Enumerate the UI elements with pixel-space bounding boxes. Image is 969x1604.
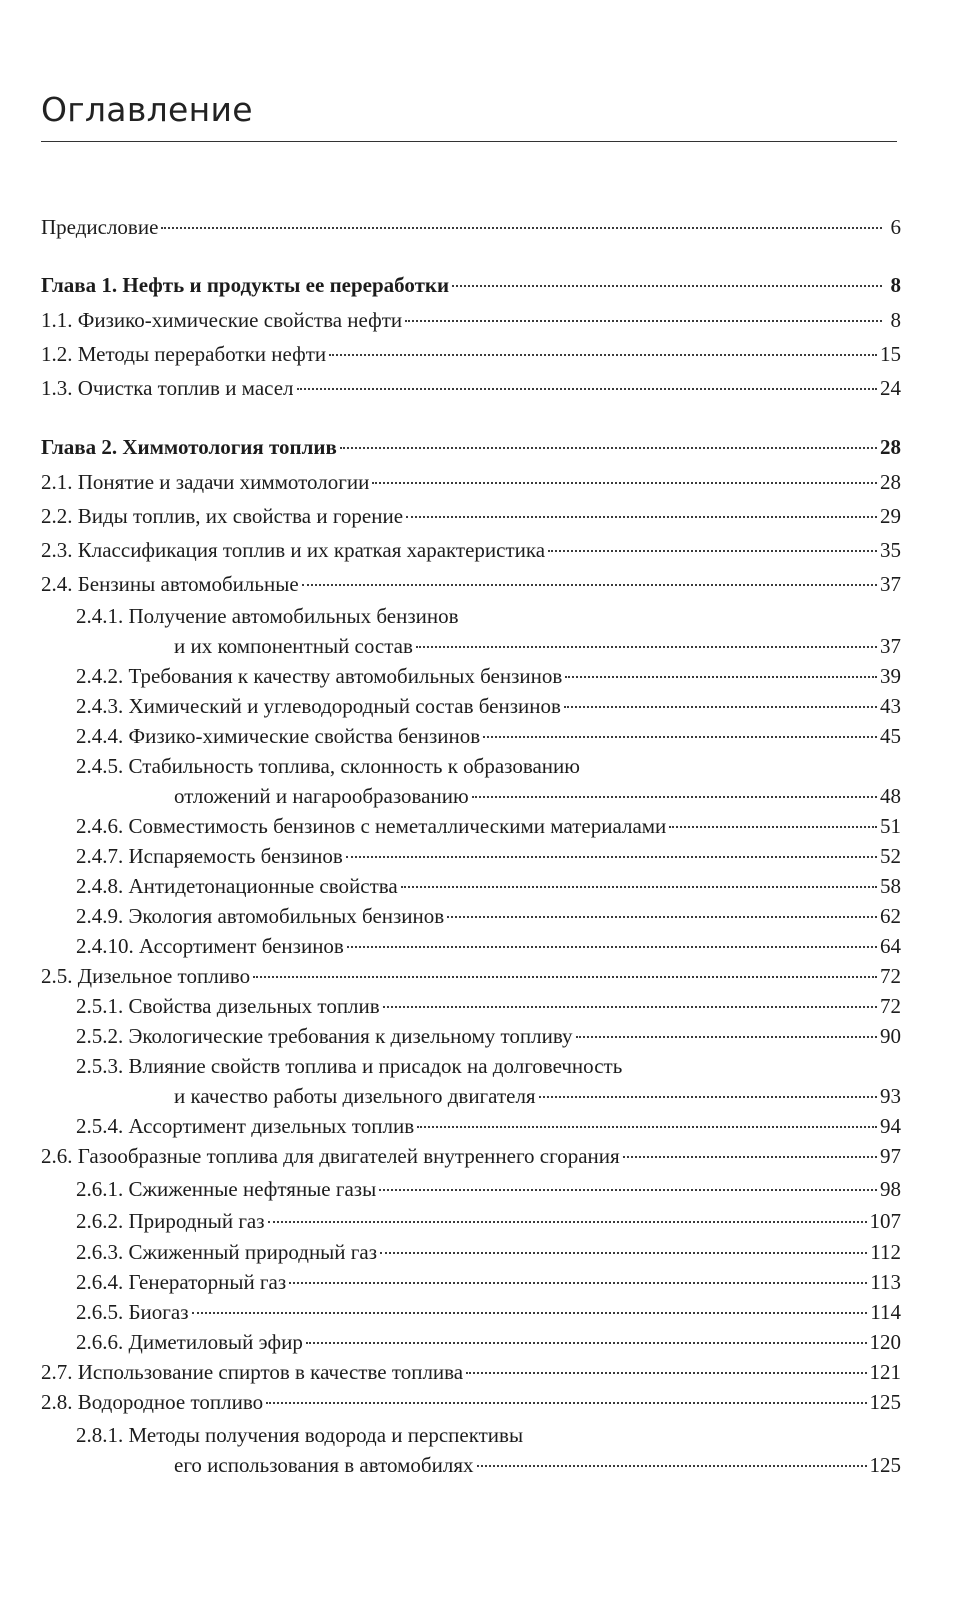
toc-page-number: 37 <box>880 634 901 658</box>
toc-entry[interactable] <box>41 661 901 691</box>
toc-leader-dots <box>477 1465 867 1467</box>
toc-leader-dots <box>483 736 877 738</box>
toc-page-number: 90 <box>880 1024 901 1048</box>
toc-entry-title: 2.6.5. Биогаз <box>76 1300 189 1324</box>
toc-entry-title: 2.4.3. Химический и углеводородный состав бензинов <box>76 694 561 718</box>
toc-entry[interactable] <box>41 841 901 871</box>
toc-page-number: 6 <box>890 215 901 239</box>
toc-leader-dots <box>253 976 877 978</box>
toc-page-number: 121 <box>869 1360 901 1384</box>
toc-leader-dots <box>302 584 877 586</box>
toc-page-number: 51 <box>880 814 901 838</box>
toc-entry[interactable] <box>41 961 901 991</box>
toc-page-number: 58 <box>880 874 901 898</box>
toc-entry-title: 2.6.2. Природный газ <box>76 1209 265 1233</box>
toc-leader-dots <box>548 550 877 552</box>
toc-entry-title: 2.4.1. Получение автомобильных бензинов <box>76 604 459 628</box>
toc-entry[interactable] <box>41 601 901 661</box>
toc-leader-dots <box>447 916 877 918</box>
toc-entry[interactable] <box>41 1267 901 1297</box>
toc-entry-title: 1.3. Очистка топлив и масел <box>41 376 294 400</box>
toc-page-number: 29 <box>880 504 901 528</box>
toc-entry-title: Глава 2. Химмотология топлив <box>41 435 337 459</box>
toc-page-number: 28 <box>880 470 901 494</box>
toc-page-number: 8 <box>890 308 901 332</box>
toc-entry-title: 2.6. Газообразные топлива для двигателей внутреннего сгорания <box>41 1144 620 1168</box>
toc-leader-dots <box>564 706 877 708</box>
toc-page-number: 62 <box>880 904 901 928</box>
toc-leader-dots <box>383 1006 877 1008</box>
toc-entry[interactable] <box>41 569 901 599</box>
toc-entry[interactable] <box>41 751 901 811</box>
toc-leader-dots <box>466 1372 866 1374</box>
toc-page-number: 97 <box>880 1144 901 1168</box>
toc-entry-title: 2.8.1. Методы получения водорода и перспективы <box>76 1423 524 1447</box>
toc-entry-title: и качество работы дизельного двигателя <box>174 1084 536 1108</box>
toc-entry[interactable] <box>41 501 901 531</box>
toc-leader-dots <box>417 1126 877 1128</box>
toc-leader-dots <box>452 285 882 287</box>
toc-leader-dots <box>347 946 877 948</box>
toc-entry-title: 2.6.6. Диметиловый эфир <box>76 1330 303 1354</box>
toc-leader-dots <box>268 1221 867 1223</box>
toc-leader-dots <box>623 1156 877 1158</box>
toc-entry-title: 2.5.1. Свойства дизельных топлив <box>76 994 380 1018</box>
toc-entry[interactable] <box>41 991 901 1021</box>
toc-entry[interactable] <box>41 1327 901 1357</box>
toc-page-number: 72 <box>880 994 901 1018</box>
toc-leader-dots <box>406 516 877 518</box>
toc-leader-dots <box>405 320 882 322</box>
toc-page-number: 64 <box>880 934 901 958</box>
toc-entry-title: 2.7. Использование спиртов в качестве топлива <box>41 1360 464 1384</box>
toc-leader-dots <box>346 856 877 858</box>
toc-entry[interactable] <box>41 1387 901 1417</box>
toc-entry-title: 2.4.5. Стабильность топлива, склонность к образованию <box>76 754 580 778</box>
toc-leader-dots <box>340 447 877 449</box>
toc-page-number: 35 <box>880 538 901 562</box>
toc-entry-title: 2.6.1. Сжиженные нефтяные газы <box>76 1177 377 1201</box>
toc-entry[interactable] <box>41 212 901 242</box>
toc-entry-title: 2.4.9. Экология автомобильных бензинов <box>76 904 445 928</box>
toc-entry-title: 2.5.2. Экологические требования к дизельному топливу <box>76 1024 573 1048</box>
toc-entry[interactable] <box>41 811 901 841</box>
toc-page-number: 125 <box>869 1390 901 1414</box>
toc-leader-dots <box>380 1252 867 1254</box>
toc-entry-title: 2.8. Водородное топливо <box>41 1390 264 1414</box>
toc-page-number: 43 <box>880 694 901 718</box>
toc-entry[interactable] <box>41 1420 901 1480</box>
toc-entry-title: 1.1. Физико-химические свойства нефти <box>41 308 403 332</box>
toc-page-number: 72 <box>880 964 901 988</box>
toc-entry-title: 2.3. Классификация топлив и их краткая характеристика <box>41 538 546 562</box>
toc-page-number: 45 <box>880 724 901 748</box>
toc-entry-title: 2.5.4. Ассортимент дизельных топлив <box>76 1114 415 1138</box>
toc-chapter-entry[interactable] <box>41 270 901 300</box>
toc-entry[interactable] <box>41 1237 901 1267</box>
toc-page-number: 15 <box>880 342 901 366</box>
toc-entry-title: 2.4. Бензины автомобильные <box>41 572 299 596</box>
toc-entry[interactable] <box>41 1141 901 1171</box>
toc-page-number: 28 <box>880 435 901 459</box>
toc-page-number: 107 <box>869 1209 901 1233</box>
toc-entry-title: 2.4.8. Антидетонационные свойства <box>76 874 398 898</box>
toc-entry[interactable] <box>41 1021 901 1051</box>
toc-leader-dots <box>576 1036 877 1038</box>
toc-entry[interactable] <box>41 535 901 565</box>
toc-leader-dots <box>266 1402 866 1404</box>
toc-page-number: 93 <box>880 1084 901 1108</box>
toc-entry[interactable] <box>41 1051 901 1111</box>
toc-entry[interactable] <box>41 1206 901 1236</box>
toc-leader-dots <box>306 1342 867 1344</box>
toc-entry-title: 2.1. Понятие и задачи химмотологии <box>41 470 370 494</box>
toc-entry[interactable] <box>41 721 901 751</box>
toc-leader-dots <box>401 886 877 888</box>
toc-page-number: 98 <box>880 1177 901 1201</box>
toc-page-number: 120 <box>869 1330 901 1354</box>
toc-page-number: 112 <box>870 1240 901 1264</box>
toc-page-number: 94 <box>880 1114 901 1138</box>
toc-page-number: 113 <box>870 1270 901 1294</box>
toc-entry-title: 2.5.3. Влияние свойств топлива и присадок на долговечность <box>76 1054 623 1078</box>
toc-entry[interactable] <box>41 901 901 931</box>
toc-entry-title: 2.6.4. Генераторный газ <box>76 1270 287 1294</box>
toc-page-number: 48 <box>880 784 901 808</box>
toc-entry[interactable] <box>41 467 901 497</box>
toc-entry[interactable] <box>41 305 901 335</box>
title-rule <box>41 141 897 142</box>
toc-leader-dots <box>472 796 877 798</box>
toc-leader-dots <box>565 676 877 678</box>
toc-page-number: 24 <box>880 376 901 400</box>
toc-entry[interactable] <box>41 931 901 961</box>
toc-entry-title: 1.2. Методы переработки нефти <box>41 342 327 366</box>
toc-entry-title: отложений и нагарообразованию <box>174 784 469 808</box>
toc-page-number: 114 <box>870 1300 901 1324</box>
toc-entry-title: 2.4.6. Совместимость бензинов с неметаллическими материалами <box>76 814 667 838</box>
toc-chapter-entry[interactable] <box>41 432 901 462</box>
toc-entry-title: 2.4.7. Испаряемость бензинов <box>76 844 343 868</box>
toc-entry[interactable] <box>41 691 901 721</box>
toc-leader-dots <box>372 482 877 484</box>
toc-entry[interactable] <box>41 1357 901 1387</box>
toc-entry-title: 2.4.4. Физико-химические свойства бензинов <box>76 724 481 748</box>
toc-leader-dots <box>416 646 877 648</box>
toc-page-number: 8 <box>890 273 901 297</box>
toc-entry-title: Глава 1. Нефть и продукты ее переработки <box>41 273 450 297</box>
toc-entry[interactable] <box>41 1174 901 1204</box>
toc-entry[interactable] <box>41 1111 901 1141</box>
page-title: Оглавление <box>41 90 253 129</box>
toc-entry[interactable] <box>41 339 901 369</box>
toc-leader-dots <box>161 227 882 229</box>
toc-leader-dots <box>669 826 877 828</box>
toc-page-number: 52 <box>880 844 901 868</box>
toc-entry-title: 2.5. Дизельное топливо <box>41 964 251 988</box>
toc-entry-title: его использования в автомобилях <box>174 1453 474 1477</box>
toc-entry-title: 2.6.3. Сжиженный природный газ <box>76 1240 378 1264</box>
toc-page-number: 37 <box>880 572 901 596</box>
toc-leader-dots <box>329 354 877 356</box>
toc-leader-dots <box>539 1096 877 1098</box>
toc-entry-title: 2.2. Виды топлив, их свойства и горение <box>41 504 404 528</box>
toc-leader-dots <box>297 388 877 390</box>
toc-entry-title: и их компонентный состав <box>174 634 413 658</box>
toc-entry-title: 2.4.10. Ассортимент бензинов <box>76 934 344 958</box>
toc-leader-dots <box>289 1282 867 1284</box>
toc-entry-title: 2.4.2. Требования к качеству автомобильных бензинов <box>76 664 563 688</box>
toc-entry[interactable] <box>41 373 901 403</box>
toc-leader-dots <box>192 1312 868 1314</box>
toc-leader-dots <box>379 1189 877 1191</box>
toc-entry[interactable] <box>41 1297 901 1327</box>
toc-entry[interactable] <box>41 871 901 901</box>
toc-entry-title: Предисловие <box>41 215 159 239</box>
toc-page-number: 39 <box>880 664 901 688</box>
toc-page-number: 125 <box>869 1453 901 1477</box>
